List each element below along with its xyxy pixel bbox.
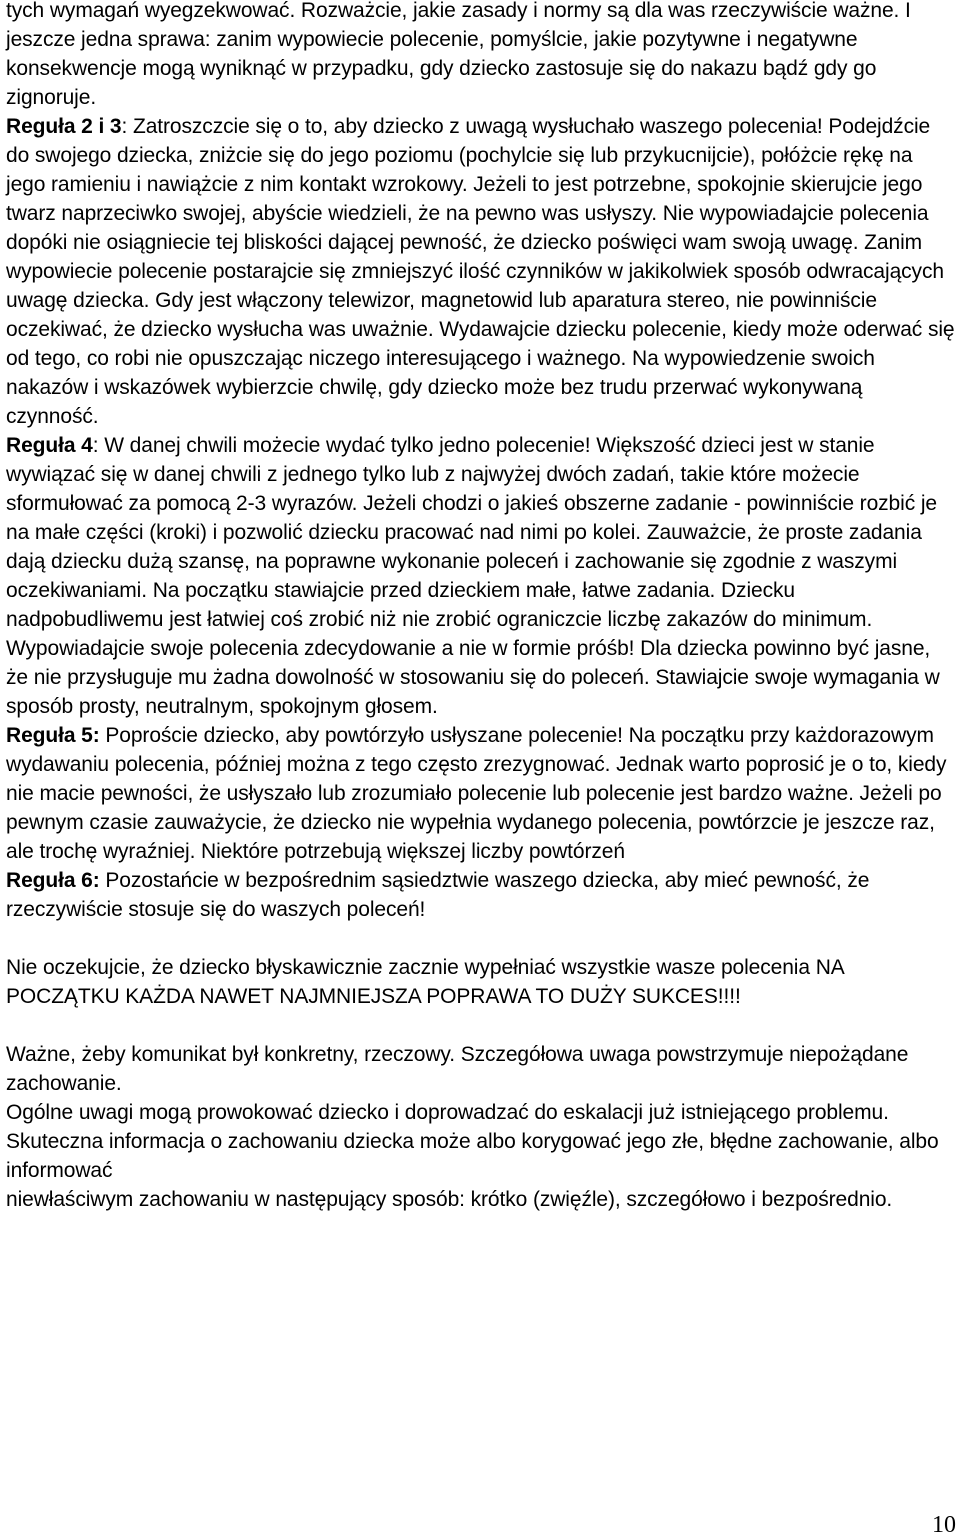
paragraph-expectations: Nie oczekujcie, że dziecko błyskawicznie zacznie wypełniać wszystkie wasze polecenia NA POCZĄTKU KAŻDA NAWET NAJMNIEJSZA POPRAWA TO DUŻY SUKCES!!!! — [6, 956, 844, 1008]
paragraph-intro: tych wymagań wyegzekwować. Rozważcie, jakie zasady i normy są dla was rzeczywiście ważne. I jeszcze jedna sprawa: zanim wypowiecie polecenie, pomyślcie, jakie pozytywne i negatywne konsekwencje mogą wyniknąć w przypadku, gdy dziecko zastosuje się do nakazu bądź gdy go zignoruje. — [6, 0, 911, 109]
paragraph-rule-4 — [6, 431, 956, 721]
rule-4-label: Reguła 4 — [6, 434, 93, 457]
paragraph-inappropriate-behaviour: niewłaściwym zachowaniu w następujący sposób: krótko (zwięźle), szczegółowo i bezpośrednio. — [6, 1188, 893, 1211]
blank-line — [6, 924, 956, 953]
rule-4-text: : W danej chwili możecie wydać tylko jedno polecenie! Większość dzieci jest w stanie wywiązać się w danej chwili z jednego tylko lub z najwyżej dwóch zadań, takie które możecie sformułować za pomocą 2-3 wyrazów. Jeżeli chodzi o jakieś obszerne zadanie - powinniście rozbić je na małe części (kroki) i pozwolić dziecku pracować nad nimi po kolei. Zauważcie, że proste zadania dają dziecku dużą szansę, na poprawne wykonanie poleceń i zachowanie się zgodnie z waszymi oczekiwaniami. Na początku stawiajcie przed dzieckiem małe, łatwe zadania. Dziecku nadpobudliwemu jest łatwiej coś zrobić niż nie zrobić ograniczcie liczbę zakazów do minimum. Wypowiadajcie swoje polecenia zdecydowanie a nie w formie próśb! Dla dziecka powinno być jasne, że nie przysługuje mu żadna dowolność w stosowaniu się do poleceń. Stawiajcie swoje wymagania w sposób prosty, neutralnym, spokojnym głosem. — [6, 434, 940, 718]
paragraph-rule-6 — [6, 866, 956, 924]
paragraph-rule-2-3 — [6, 112, 956, 431]
paragraph-rule-5 — [6, 721, 956, 866]
rule-6-text: Pozostańcie w bezpośrednim sąsiedztwie waszego dziecka, aby mieć pewność, że rzeczywiście stosuje się do waszych poleceń! — [6, 869, 870, 921]
document-page — [6, 0, 956, 1214]
rule-5-label: Reguła 5: — [6, 724, 100, 747]
rule-2-3-text: : Zatroszczcie się o to, aby dziecko z uwagą wysłuchało waszego polecenia! Podejdźcie do swojego dziecka, zniżcie się do jego poziomu (pochylcie się lub przykucnijcie), połóżcie rękę na jego ramieniu i nawiążcie z nim kontakt wzrokowy. Jeżeli to jest potrzebne, spokojnie skierujcie jego twarz naprzeciwko swojej, abyście wiedzieli, że na pewno was usłyszy. Nie wypowiadajcie polecenia dopóki nie osiągniecie tej bliskości dającej pewność, że dziecko poświęci wam swoją uwagę. Zanim wypowiecie polecenie postarajcie się zmniejszyć ilość czynników w jakikolwiek sposób odwracających uwagę dziecka. Gdy jest włączony telewizor, magnetowid lub aparatura stereo, nie powinniście oczekiwać, że dziecko wysłucha was uważnie. Wydawajcie dziecku polecenie, kiedy może oderwać się od tego, co robi nie opuszczając niczego interesującego i ważnego. Na wypowiedzenie swoich nakazów i wskazówek wybierzcie chwilę, gdy dziecko może bez trudu przerwać wykonywaną czynność. — [6, 115, 955, 428]
rule-5-text: Poproście dziecko, aby powtórzyło usłyszane polecenie! Na początku przy każdorazowym wydawaniu polecenia, później można z tego często zrezygnować. Jednak warto poprosić je o to, kiedy nie macie pewności, że usłyszało lub zrozumiało polecenie lub polecenie jest bardzo ważne. Jeżeli po pewnym czasie zauważycie, że dziecko nie wypełnia wydanego polecenia, powtórzcie je jeszcze raz, ale trochę wyraźniej. Niektóre potrzebują większej liczby powtórzeń — [6, 724, 947, 863]
page-number: 10 — [932, 1512, 956, 1538]
rule-6-label: Reguła 6: — [6, 869, 100, 892]
blank-line — [6, 1011, 956, 1040]
rule-2-3-label: Reguła 2 i 3 — [6, 115, 122, 138]
paragraph-general-remarks: Ogólne uwagi mogą prowokować dziecko i doprowadzać do eskalacji już istniejącego problemu. — [6, 1101, 889, 1124]
paragraph-important: Ważne, żeby komunikat był konkretny, rzeczowy. Szczegółowa uwaga powstrzymuje niepożądane zachowanie. — [6, 1043, 909, 1095]
paragraph-effective-info: Skuteczna informacja o zachowaniu dziecka może albo korygować jego złe, błędne zachowanie, albo informować — [6, 1130, 939, 1182]
